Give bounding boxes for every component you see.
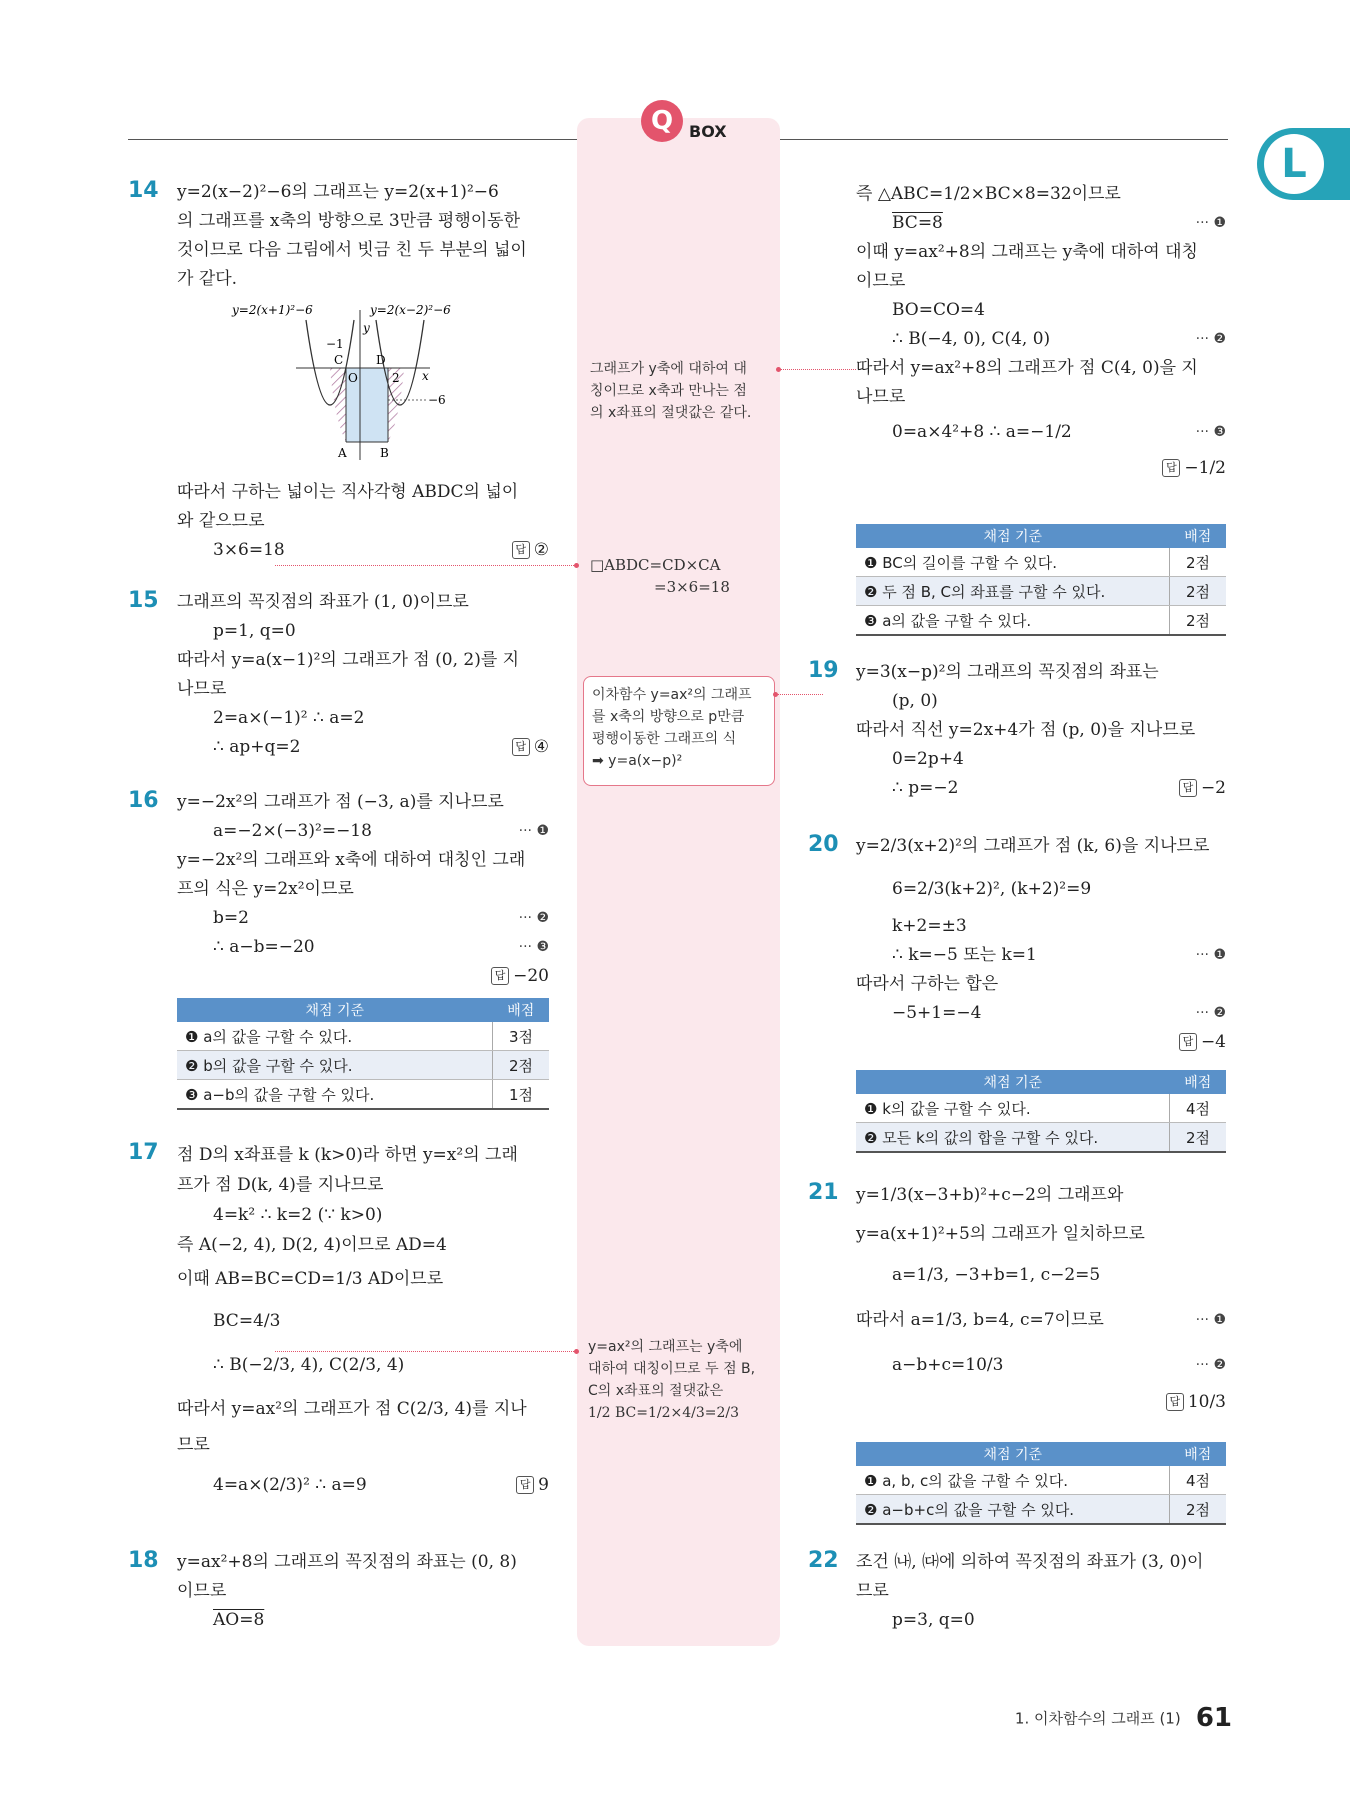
answer-value: −1/2 [1184,458,1226,478]
answer [1179,774,1226,803]
note-line: 의 x좌표의 절댓값은 같다. [590,405,752,421]
answer-row [856,1387,1226,1421]
text-line: 따라서 y=ax²의 그래프가 점 C(2/3, 4)를 지나 [177,1399,527,1419]
answer-mark: 답 [1179,1033,1197,1051]
answer-mark: 답 [1162,459,1180,477]
answer-row [177,733,549,762]
answer-row [856,454,1226,488]
answer [512,733,549,762]
answer [516,1470,549,1500]
note-line: =3×6=18 [654,578,730,596]
grading-table-20 [856,1070,1226,1153]
point-b-label: B [380,446,389,460]
side-tab-letter: L [1264,134,1324,194]
text-line: y=2(x−2)²−6의 그래프는 y=2(x+1)²−6 [177,182,499,202]
text-line: 므로 [177,1435,210,1455]
note-line: 그래프가 y축에 대하여 대 [590,361,747,377]
text-line: BC=4/3 [213,1311,281,1331]
text-line: 따라서 y=ax²+8의 그래프가 점 C(4, 0)을 지 [856,358,1198,378]
text-line: 따라서 a=1/3, b=4, c=7이므로 [856,1310,1104,1330]
text-line: y=−2x²의 그래프가 점 (−3, a)를 지나므로 [177,792,504,812]
leader-dot [574,1349,579,1354]
text-line: 따라서 구하는 합은 [856,974,999,994]
text-line: k+2=±3 [892,916,967,936]
text-line: ∴ B(−2/3, 4), C(2/3, 4) [213,1355,405,1375]
text-line: y=ax²+8의 그래프의 꼭짓점의 좌표는 (0, 8) [177,1552,517,1572]
answer-value: −2 [1200,778,1226,798]
table-header: 채점 기준 [177,998,493,1022]
criterion: ❶ BC의 길이를 구할 수 있다. [856,548,1170,577]
problem-22-text [856,1548,1226,1635]
criterion: ❶ a의 값을 구할 수 있다. [177,1022,493,1051]
tick-neg1: −1 [326,337,344,351]
answer [491,962,549,991]
score: 4점 [1170,1466,1227,1495]
criterion: ❶ a, b, c의 값을 구할 수 있다. [856,1466,1170,1495]
grading-table-21 [856,1442,1226,1525]
parabola-figure [230,300,500,470]
answer [1166,1387,1226,1418]
origin-label: O [348,371,358,385]
step-row [177,904,549,933]
problem-number-20: 20 [808,832,839,857]
problem-number-17: 17 [128,1140,159,1165]
criterion: ❷ a−b+c의 값을 구할 수 있다. [856,1495,1170,1525]
text-line: y=3(x−p)²의 그래프의 꼭짓점의 좌표는 [856,662,1159,682]
q-badge: Q [641,100,683,142]
problem-number-19: 19 [808,658,839,683]
table-header: 채점 기준 [856,1442,1170,1466]
text-line: b=2 [213,908,249,928]
text-line: 와 같으므로 [177,511,265,531]
table-row [177,1051,549,1080]
score: 2점 [1170,606,1227,636]
step-marker-1: ··· ❶ [518,823,549,839]
step-marker-1: ··· ❶ [1195,215,1226,231]
step-marker-2: ··· ❷ [518,910,549,926]
step-marker-2: ··· ❷ [1195,1357,1226,1373]
note-abs-value [588,1336,776,1424]
criterion: ❷ 두 점 B, C의 좌표를 구할 수 있다. [856,577,1170,606]
text-line: p=1, q=0 [213,621,296,641]
score: 2점 [1170,577,1227,606]
table-header: 채점 기준 [856,1070,1170,1094]
note-line: C의 x좌표의 절댓값은 [588,1383,724,1399]
answer-value: −20 [513,966,549,986]
text-line: 가 같다. [177,269,238,289]
text-line: 6=2/3(k+2)², (k+2)²=9 [892,879,1092,899]
table-row [856,606,1226,636]
criterion: ❷ b의 값을 구할 수 있다. [177,1051,493,1080]
score: 3점 [493,1022,550,1051]
step-marker-3: ··· ❸ [518,939,549,955]
step-row [856,941,1226,970]
score: 2점 [1170,1495,1227,1525]
table-row [177,1022,549,1051]
tick-neg6: −6 [428,393,446,407]
text-line: y=−2x²의 그래프와 x축에 대하여 대칭인 그래 [177,850,526,870]
text-line: p=3, q=0 [892,1610,975,1630]
text-line: 따라서 직선 y=2x+4가 점 (p, 0)을 지나므로 [856,720,1196,740]
answer-value: ② [533,540,549,560]
text-line: BC=8 [892,213,943,233]
problem-18-text [177,1548,549,1635]
text-line: ∴ ap+q=2 [213,737,301,757]
text-line: y=1/3(x−3+b)²+c−2의 그래프와 [856,1185,1124,1205]
text-line: 조건 ㈏, ㈐에 의하여 꼭짓점의 좌표가 (3, 0)이 [856,1552,1204,1572]
step-marker-2: ··· ❷ [1195,331,1226,347]
problem-number-21: 21 [808,1180,839,1205]
answer-mark: 답 [512,541,530,559]
text-line: 따라서 구하는 넓이는 직사각형 ABDC의 넓이 [177,482,519,502]
text-line: a=−2×(−3)²=−18 [213,821,372,841]
note-line: 대하여 대칭이므로 두 점 B, [588,1361,756,1377]
answer-row [856,774,1226,803]
text-line: a=1/3, −3+b=1, c−2=5 [892,1265,1101,1285]
problem-number-22: 22 [808,1548,839,1573]
table-header: 배점 [1170,1070,1227,1094]
text-line: ∴ B(−4, 0), C(4, 0) [892,329,1051,349]
label-left-curve: y=2(x+1)²−6 [232,303,313,317]
calc-expression: 3×6=18 [213,540,285,560]
x-axis-label: x [422,369,429,383]
problem-18-continued [856,180,1226,488]
point-c-label: C [334,353,344,367]
answer-value: 10/3 [1187,1392,1226,1412]
y-axis-label: y [363,321,370,335]
problem-17-text [177,1140,549,1502]
answer [1179,1028,1226,1057]
step-row [856,209,1226,238]
problem-14-text [177,178,549,294]
note-translation [592,684,770,772]
problem-19-text [856,658,1226,803]
text-line: ∴ p=−2 [892,778,959,798]
table-row [856,1123,1226,1153]
text-line: −5+1=−4 [892,1003,982,1023]
text-line: 즉 △ABC=1/2×BC×8=32이므로 [856,184,1121,204]
text-line: 나므로 [177,679,227,699]
criterion: ❸ a의 값을 구할 수 있다. [856,606,1170,636]
table-header: 배점 [1170,1442,1227,1466]
problem-14-conclusion [177,478,549,568]
step-marker-1: ··· ❶ [1195,1312,1226,1328]
criterion: ❸ a−b의 값을 구할 수 있다. [177,1080,493,1110]
problem-number-14: 14 [128,178,159,203]
leader-line [275,565,578,566]
text-line: 의 그래프를 x축의 방향으로 3만큼 평행이동한 [177,211,521,231]
answer [1162,454,1226,483]
label-right-curve: y=2(x−2)²−6 [370,303,451,317]
answer-value: ④ [533,737,549,757]
criterion: ❷ 모든 k의 값의 합을 구할 수 있다. [856,1123,1170,1153]
note-line: ➡ y=a(x−p)² [592,753,683,769]
table-row [856,577,1226,606]
answer-mark: 답 [1179,779,1197,797]
score: 2점 [1170,1123,1227,1153]
note-line: 평행이동한 그래프의 식 [592,731,737,747]
table-row [177,1080,549,1110]
point-d-label: D [376,353,386,367]
text-line: 프가 점 D(k, 4)를 지나므로 [177,1175,384,1195]
step-marker-2: ··· ❷ [1195,1005,1226,1021]
problem-number-18: 18 [128,1548,159,1573]
leader-dot [773,692,778,697]
point-a-label: A [338,446,347,460]
note-line: □ABDC=CD×CA [590,556,721,574]
text-line: 나므로 [856,387,906,407]
problem-16-text [177,788,549,991]
text-line: 점 D의 x좌표를 k (k>0)라 하면 y=x²의 그래 [177,1145,518,1165]
page-number: 61 [1195,1703,1232,1733]
answer-mark: 답 [491,967,509,985]
text-line: AO=8 [213,1610,265,1630]
criterion: ❶ k의 값을 구할 수 있다. [856,1094,1170,1123]
text-line: 이므로 [856,271,906,291]
text-line: 이때 AB=BC=CD=1/3 AD이므로 [177,1269,444,1289]
score: 1점 [493,1080,550,1110]
problem-number-15: 15 [128,588,159,613]
leader-line [778,369,856,370]
table-header: 채점 기준 [856,524,1170,548]
text-line: ∴ a−b=−20 [213,937,315,957]
note-line: 칭이므로 x축과 만나는 점 [590,383,747,399]
table-row [856,1094,1226,1123]
grading-table-18 [856,524,1226,636]
step-row [856,325,1226,354]
text-line: (p, 0) [892,691,938,711]
score: 2점 [493,1051,550,1080]
text-line: 그래프의 꼭짓점의 좌표가 (1, 0)이므로 [177,592,469,612]
step-row [856,999,1226,1028]
leader-line [275,1351,578,1352]
text-line: ∴ k=−5 또는 k=1 [892,945,1037,965]
text-line: 프의 식은 y=2x²이므로 [177,879,354,899]
note-rectangle-area [590,554,775,598]
step-row [856,1305,1226,1336]
step-row [177,933,549,962]
leader-dot [574,563,579,568]
step-row [856,418,1226,454]
answer [512,536,549,565]
table-header: 배점 [1170,524,1227,548]
box-label: BOX [689,122,727,141]
text-line: 0=2p+4 [892,749,964,769]
note-line: 1/2 BC=1/2×4/3=2/3 [588,1405,740,1421]
answer-value: −4 [1200,1032,1226,1052]
text-line: 4=a×(2/3)² ∴ a=9 [213,1475,367,1495]
note-line: 를 x축의 방향으로 p만큼 [592,709,745,725]
answer-mark: 답 [1166,1393,1184,1411]
text-line: BO=CO=4 [892,300,985,320]
problem-15-text [177,588,549,762]
answer-row [177,962,549,991]
page-footer [1015,1703,1232,1733]
score: 4점 [1170,1094,1227,1123]
chapter-label: 1. 이차함수의 그래프 (1) [1014,1709,1181,1728]
text-line: 4=k² ∴ k=2 (∵ k>0) [213,1205,383,1225]
text-line: 즉 A(−2, 4), D(2, 4)이므로 AD=4 [177,1235,447,1255]
step-row [856,1350,1226,1381]
step-marker-1: ··· ❶ [1195,947,1226,963]
leader-dot [776,367,781,372]
table-row [856,1466,1226,1495]
step-marker-3: ··· ❸ [1195,424,1226,440]
text-line: 이때 y=ax²+8의 그래프는 y축에 대하여 대칭 [856,242,1198,262]
tick-2: 2 [392,371,400,385]
note-line: y=ax²의 그래프는 y축에 [588,1339,743,1355]
table-row [856,548,1226,577]
calc-row [177,536,549,568]
grading-table-16 [177,998,549,1110]
answer-mark: 답 [512,738,530,756]
text-line: 0=a×4²+8 ∴ a=−1/2 [892,422,1072,442]
table-header: 배점 [493,998,550,1022]
answer-row [177,1470,549,1502]
text-line: 이므로 [177,1581,227,1601]
text-line: 므로 [856,1581,889,1601]
score: 2점 [1170,548,1227,577]
text-line: 따라서 y=a(x−1)²의 그래프가 점 (0, 2)를 지 [177,650,520,670]
answer-mark: 답 [516,1476,534,1494]
text-line: y=2/3(x+2)²의 그래프가 점 (k, 6)을 지나므로 [856,836,1210,856]
text-line: y=a(x+1)²+5의 그래프가 일치하므로 [856,1224,1145,1244]
leader-line [775,694,823,695]
note-line: 이차함수 y=ax²의 그래프 [592,687,752,703]
note-symmetry [590,358,775,424]
step-row [177,817,549,846]
text-line: 것이므로 다음 그림에서 빗금 친 두 부분의 넓이 [177,240,527,260]
text-line: a−b+c=10/3 [892,1355,1004,1375]
problem-21-text [856,1180,1226,1421]
table-row [856,1495,1226,1525]
problem-20-text [856,832,1226,1057]
answer-value: 9 [538,1475,549,1495]
answer-row [856,1028,1226,1057]
problem-number-16: 16 [128,788,159,813]
text-line: 2=a×(−1)² ∴ a=2 [213,708,365,728]
